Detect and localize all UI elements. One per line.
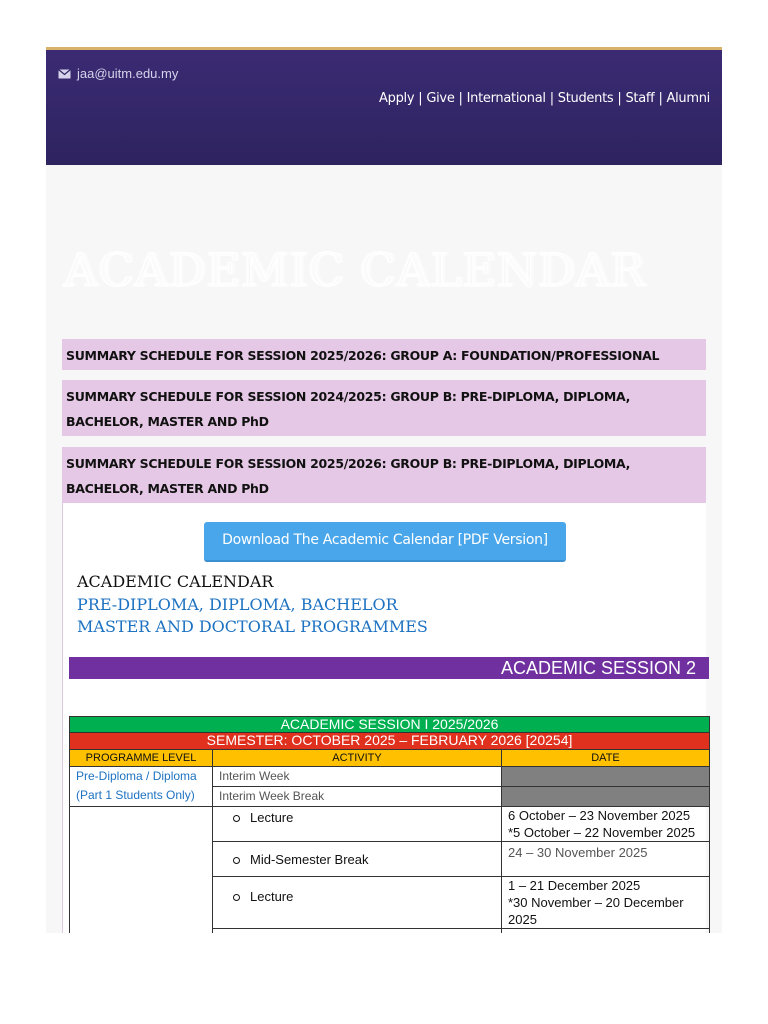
- activity-cell: [213, 807, 502, 842]
- header-programme-level: PROGRAMME LEVEL: [70, 750, 213, 767]
- calendar-title: ACADEMIC CALENDAR: [77, 572, 274, 591]
- date-line: 1 – 21 December 2025: [508, 878, 641, 893]
- calendar-subtitle-2: MASTER AND DOCTORAL PROGRAMMES: [77, 617, 428, 636]
- session-row: [70, 717, 710, 733]
- accordion-panel: [62, 503, 706, 933]
- date-line-alt: *30 November – 20 December 2025: [508, 895, 684, 927]
- mail-icon: [58, 69, 71, 79]
- email-text: jaa@uitm.edu.my: [77, 66, 179, 81]
- bullet-circle-icon: [233, 894, 240, 901]
- date-line: 6 October – 23 November 2025: [508, 808, 691, 823]
- table-row: [70, 807, 710, 842]
- activity-label: Lecture: [250, 810, 294, 825]
- nav-separator: |: [549, 91, 554, 106]
- nav-apply[interactable]: Apply: [379, 91, 415, 106]
- date-cell-empty: [502, 787, 710, 807]
- nav-separator: |: [418, 91, 423, 106]
- calendar-subtitle-1: PRE-DIPLOMA, DIPLOMA, BACHELOR: [77, 595, 398, 614]
- activity-cell-empty: [213, 929, 502, 934]
- bullet-circle-icon: [233, 857, 240, 864]
- bullet-circle-icon: [233, 815, 240, 822]
- table-row: [70, 767, 710, 787]
- activity-cell: [213, 877, 502, 929]
- academic-session-bar: ACADEMIC SESSION 2: [69, 657, 709, 679]
- date-cell: [502, 842, 710, 877]
- programme-level-cell: Pre-Diploma / Diploma (Part 1 Students Only): [70, 767, 213, 807]
- calendar-table: [69, 716, 710, 933]
- date-line-alt: *5 October – 22 November 2025: [508, 825, 696, 840]
- nav-separator: |: [458, 91, 463, 106]
- banner-title: ACADEMIC CALENDAR: [64, 243, 646, 297]
- header-row: [70, 750, 710, 767]
- activity-cell: Interim Week Break: [213, 787, 502, 807]
- nav-international[interactable]: International: [466, 91, 546, 106]
- programme-level-cell-empty: [70, 807, 213, 934]
- header-activity: ACTIVITY: [213, 750, 502, 767]
- nav-give[interactable]: Give: [426, 91, 455, 106]
- nav-staff[interactable]: Staff: [625, 91, 655, 106]
- date-cell-empty: [502, 767, 710, 787]
- contact-email[interactable]: [58, 66, 178, 81]
- activity-cell: Interim Week: [213, 767, 502, 787]
- top-header: [46, 47, 722, 165]
- accordion-group-b-2024[interactable]: SUMMARY SCHEDULE FOR SESSION 2024/2025: GROUP B: PRE-DIPLOMA, DIPLOMA, BACHELOR, MASTER AND PhD: [62, 380, 706, 436]
- header-date: DATE: [502, 750, 710, 767]
- accordion-group-b-2025[interactable]: SUMMARY SCHEDULE FOR SESSION 2025/2026: GROUP B: PRE-DIPLOMA, DIPLOMA, BACHELOR, MASTER AND PhD: [62, 447, 706, 503]
- nav-students[interactable]: Students: [557, 91, 614, 106]
- nav-alumni[interactable]: Alumni: [666, 91, 710, 106]
- session-row-cell: ACADEMIC SESSION I 2025/2026: [70, 717, 710, 733]
- date-line: 24 – 30 November 2025: [508, 845, 648, 860]
- semester-row-cell: SEMESTER: OCTOBER 2025 – FEBRUARY 2026 [20254]: [70, 733, 710, 750]
- activity-cell: [213, 842, 502, 877]
- semester-row: [70, 733, 710, 750]
- date-cell-empty: [502, 929, 710, 934]
- activity-label: Mid-Semester Break: [250, 852, 369, 867]
- nav-separator: |: [658, 91, 663, 106]
- date-cell: [502, 877, 710, 929]
- page-frame: [46, 47, 722, 933]
- accordion-group-a-2025[interactable]: SUMMARY SCHEDULE FOR SESSION 2025/2026: GROUP A: FOUNDATION/PROFESSIONAL: [62, 339, 706, 370]
- top-nav: [379, 91, 710, 106]
- download-pdf-button[interactable]: Download The Academic Calendar [PDF Version]: [204, 522, 566, 562]
- activity-label: Lecture: [250, 889, 294, 904]
- nav-separator: |: [617, 91, 622, 106]
- date-cell: [502, 807, 710, 842]
